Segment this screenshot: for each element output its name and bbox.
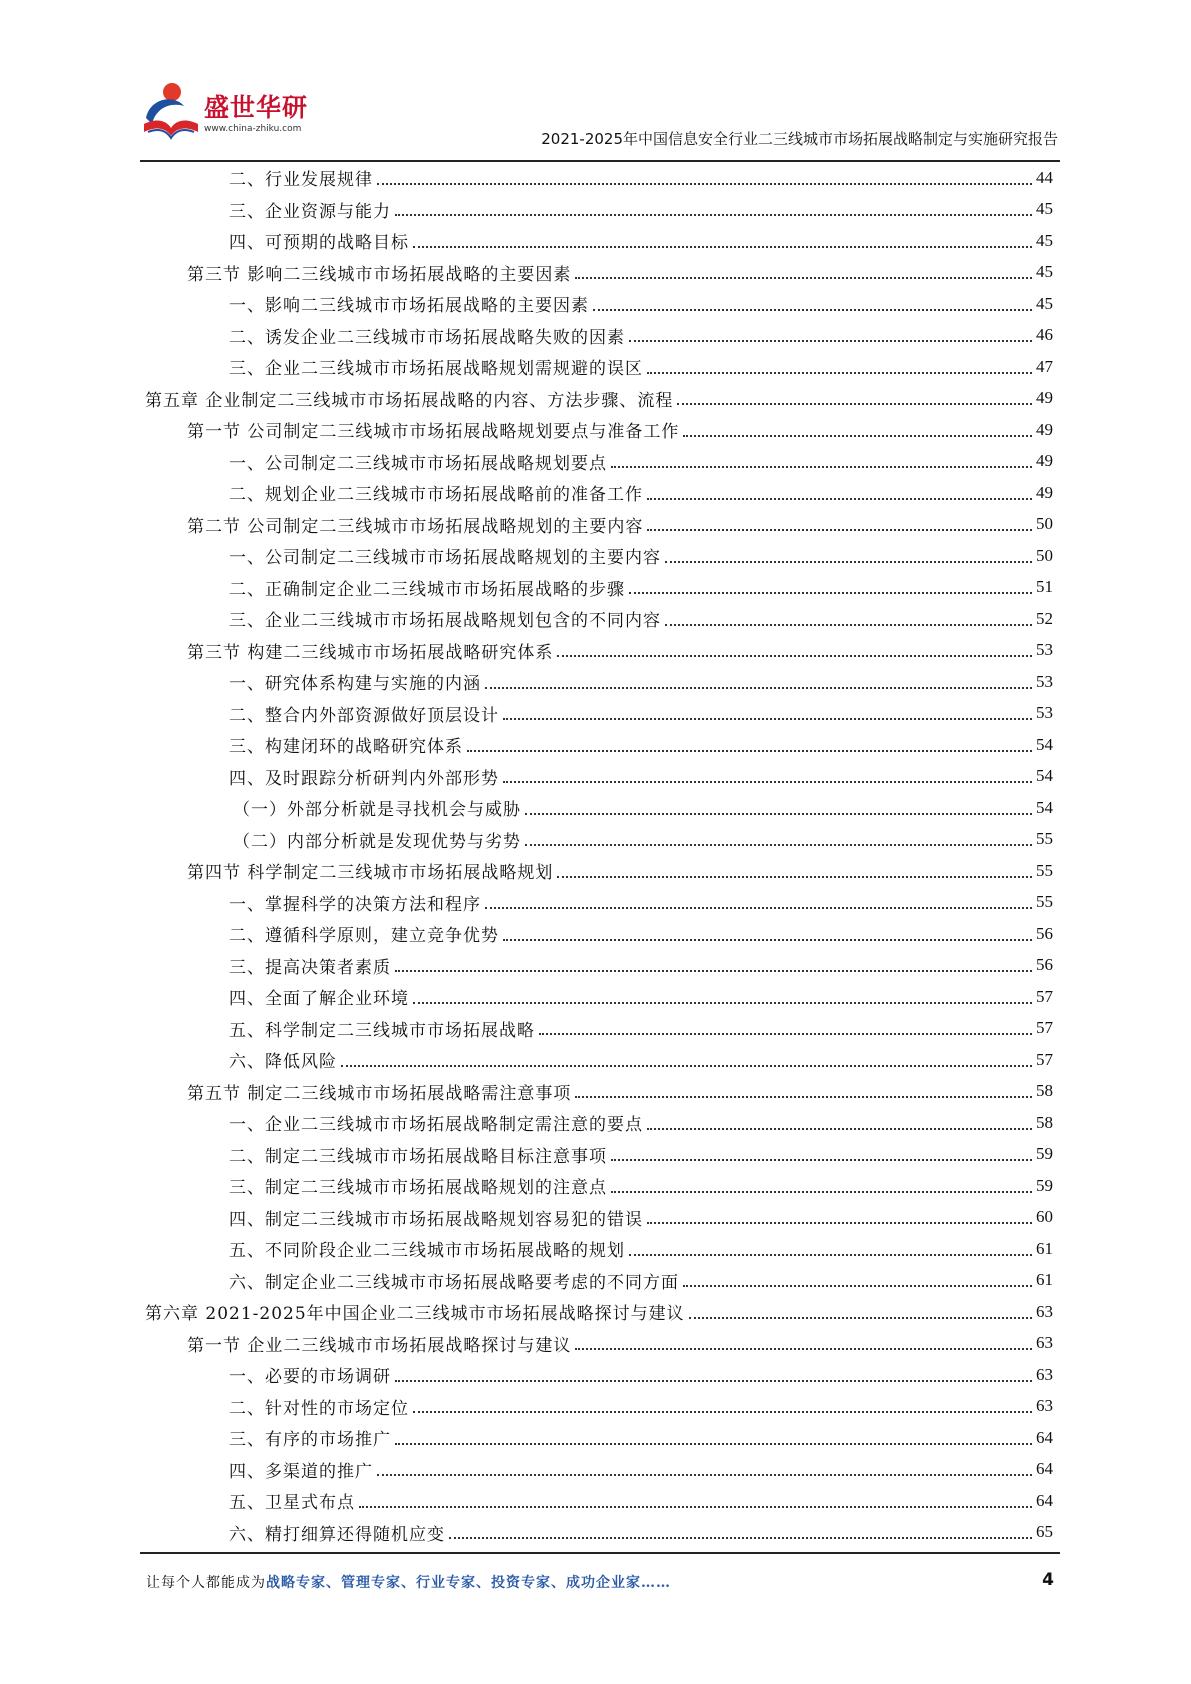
toc-dot-leader <box>525 844 1032 846</box>
toc-entry-title: 二、遵循科学原则，建立竞争优势 <box>229 926 499 947</box>
toc-entry[interactable] <box>145 446 1053 478</box>
toc-entry-title: 第一节 公司制定二三线城市市场拓展战略规划要点与准备工作 <box>187 422 680 443</box>
toc-entry-page: 45 <box>1036 262 1053 282</box>
toc-entry[interactable] <box>145 1391 1053 1423</box>
toc-dot-leader <box>665 624 1032 626</box>
toc-dot-leader <box>683 1285 1032 1287</box>
toc-dot-leader <box>647 529 1032 531</box>
toc-entry-page: 45 <box>1036 199 1053 219</box>
toc-entry-title: 二、正确制定企业二三线城市市场拓展战略的步骤 <box>229 579 625 600</box>
toc-entry[interactable] <box>145 1139 1053 1171</box>
toc-entry-page: 49 <box>1036 482 1053 502</box>
logo-book-icon <box>140 80 202 146</box>
toc-entry[interactable] <box>145 194 1053 226</box>
toc-entry-page: 61 <box>1036 1270 1053 1290</box>
toc-entry-title: 第五节 制定二三线城市市场拓展战略需注意事项 <box>187 1083 572 1104</box>
toc-dot-leader <box>575 1348 1032 1350</box>
toc-dot-leader <box>665 561 1032 563</box>
toc-entry-title: （二）内部分析就是发现优势与劣势 <box>233 831 521 852</box>
toc-entry[interactable] <box>145 1359 1053 1391</box>
toc-entry-page: 44 <box>1036 167 1053 187</box>
toc-dot-leader <box>503 939 1032 941</box>
toc-entry-page: 49 <box>1036 419 1053 439</box>
toc-entry-page: 51 <box>1036 577 1053 597</box>
toc-dot-leader <box>647 1128 1032 1130</box>
toc-dot-leader <box>449 1537 1032 1539</box>
toc-entry[interactable] <box>145 257 1053 289</box>
toc-entry[interactable] <box>145 950 1053 982</box>
toc-entry[interactable] <box>145 1485 1053 1517</box>
toc-dot-leader <box>611 466 1032 468</box>
toc-entry-page: 52 <box>1036 608 1053 628</box>
toc-dot-leader <box>377 183 1032 185</box>
toc-entry[interactable] <box>145 1454 1053 1486</box>
toc-entry[interactable] <box>145 509 1053 541</box>
toc-entry[interactable] <box>145 698 1053 730</box>
toc-entry[interactable] <box>145 603 1053 635</box>
toc-entry[interactable] <box>145 414 1053 446</box>
toc-entry-page: 64 <box>1036 1427 1053 1447</box>
toc-entry[interactable] <box>145 761 1053 793</box>
toc-entry[interactable] <box>145 1202 1053 1234</box>
toc-entry-page: 63 <box>1036 1364 1053 1384</box>
toc-entry-page: 49 <box>1036 388 1053 408</box>
toc-entry[interactable] <box>145 666 1053 698</box>
toc-entry-page: 58 <box>1036 1112 1053 1132</box>
company-logo <box>140 80 370 152</box>
toc-entry-page: 56 <box>1036 923 1053 943</box>
toc-entry[interactable] <box>145 918 1053 950</box>
toc-entry[interactable] <box>145 729 1053 761</box>
toc-entry[interactable] <box>145 1233 1053 1265</box>
toc-entry[interactable] <box>145 1044 1053 1076</box>
toc-entry-title: （一）外部分析就是寻找机会与威胁 <box>233 800 521 821</box>
toc-entry-title: 一、影响二三线城市市场拓展战略的主要因素 <box>229 296 589 317</box>
toc-dot-leader <box>539 1033 1032 1035</box>
toc-dot-leader <box>575 1096 1032 1098</box>
toc-dot-leader <box>413 1002 1032 1004</box>
toc-dot-leader <box>677 403 1032 405</box>
toc-entry[interactable] <box>145 1076 1053 1108</box>
toc-entry-title: 六、制定企业二三线城市市场拓展战略要考虑的不同方面 <box>229 1272 679 1293</box>
toc-entry[interactable] <box>145 572 1053 604</box>
toc-entry[interactable] <box>145 887 1053 919</box>
toc-entry[interactable] <box>145 225 1053 257</box>
toc-entry-title: 一、研究体系构建与实施的内涵 <box>229 674 481 695</box>
toc-entry-page: 53 <box>1036 703 1053 723</box>
toc-entry[interactable] <box>145 981 1053 1013</box>
toc-dot-leader <box>413 1411 1032 1413</box>
toc-entry-title: 一、公司制定二三线城市市场拓展战略规划要点 <box>229 453 607 474</box>
toc-entry-title: 五、科学制定二三线城市市场拓展战略 <box>229 1020 535 1041</box>
toc-dot-leader <box>341 1065 1032 1067</box>
toc-entry-page: 59 <box>1036 1175 1053 1195</box>
toc-entry-page: 53 <box>1036 671 1053 691</box>
toc-dot-leader <box>395 214 1032 216</box>
toc-entry-title: 一、公司制定二三线城市市场拓展战略规划的主要内容 <box>229 548 661 569</box>
toc-entry-page: 50 <box>1036 545 1053 565</box>
toc-entry-title: 第六章 2021-2025年中国企业二三线城市市场拓展战略探讨与建议 <box>145 1304 685 1325</box>
toc-entry-title: 二、针对性的市场定位 <box>229 1398 409 1419</box>
toc-entry-title: 三、企业二三线城市市场拓展战略规划需规避的误区 <box>229 359 643 380</box>
toc-entry-title: 五、不同阶段企业二三线城市市场拓展战略的规划 <box>229 1241 625 1262</box>
toc-entry-page: 63 <box>1036 1396 1053 1416</box>
toc-entry-title: 一、掌握科学的决策方法和程序 <box>229 894 481 915</box>
toc-dot-leader <box>395 1380 1032 1382</box>
toc-entry-page: 65 <box>1036 1522 1053 1542</box>
toc-entry-page: 46 <box>1036 325 1053 345</box>
toc-dot-leader <box>395 970 1032 972</box>
toc-entry[interactable] <box>145 1107 1053 1139</box>
toc-entry[interactable] <box>145 320 1053 352</box>
toc-entry-page: 55 <box>1036 892 1053 912</box>
toc-dot-leader <box>629 592 1032 594</box>
toc-entry-title: 第五章 企业制定二三线城市市场拓展战略的内容、方法步骤、流程 <box>145 390 674 411</box>
report-title: 2021-2025年中国信息安全行业二三线城市市场拓展战略制定与实施研究报告 <box>541 130 1058 148</box>
toc-entry[interactable] <box>145 540 1053 572</box>
footer-slogan-highlight: 战略专家、管理专家、行业专家、投资专家、成功企业家…… <box>266 1575 671 1591</box>
toc-entry-page: 47 <box>1036 356 1053 376</box>
toc-entry-page: 57 <box>1036 1018 1053 1038</box>
logo-brand-text: 盛世华研 <box>204 93 309 122</box>
toc-dot-leader <box>413 246 1032 248</box>
toc-entry-page: 49 <box>1036 451 1053 471</box>
toc-entry-title: 六、精打细算还得随机应变 <box>229 1524 445 1545</box>
toc-entry[interactable] <box>145 1265 1053 1297</box>
toc-entry-page: 61 <box>1036 1238 1053 1258</box>
toc-dot-leader <box>557 655 1032 657</box>
toc-entry-page: 57 <box>1036 1049 1053 1069</box>
toc-entry[interactable] <box>145 383 1053 415</box>
toc-entry-page: 56 <box>1036 955 1053 975</box>
toc-entry-page: 50 <box>1036 514 1053 534</box>
toc-entry-title: 第三节 构建二三线城市市场拓展战略研究体系 <box>187 642 554 663</box>
toc-entry[interactable] <box>145 792 1053 824</box>
toc-entry[interactable] <box>145 1013 1053 1045</box>
toc-entry-title: 第三节 影响二三线城市市场拓展战略的主要因素 <box>187 264 572 285</box>
table-of-contents <box>145 162 1053 1548</box>
toc-dot-leader <box>593 309 1032 311</box>
toc-entry-title: 三、构建闭环的战略研究体系 <box>229 737 463 758</box>
toc-entry-title: 第二节 公司制定二三线城市市场拓展战略规划的主要内容 <box>187 516 644 537</box>
toc-dot-leader <box>503 781 1032 783</box>
toc-entry[interactable] <box>145 1422 1053 1454</box>
page-header <box>140 80 1060 158</box>
toc-entry[interactable] <box>145 1517 1053 1549</box>
toc-entry-title: 四、多渠道的推广 <box>229 1461 373 1482</box>
toc-entry-title: 三、企业二三线城市市场拓展战略规划包含的不同内容 <box>229 611 661 632</box>
toc-dot-leader <box>629 340 1032 342</box>
toc-dot-leader <box>503 718 1032 720</box>
toc-entry-page: 45 <box>1036 230 1053 250</box>
toc-entry-page: 63 <box>1036 1301 1053 1321</box>
toc-entry-page: 53 <box>1036 640 1053 660</box>
toc-entry-page: 63 <box>1036 1333 1053 1353</box>
logo-url-text: www.china-zhiku.com <box>204 124 302 134</box>
toc-entry-title: 第一节 企业二三线城市市场拓展战略探讨与建议 <box>187 1335 572 1356</box>
toc-entry-title: 一、必要的市场调研 <box>229 1367 391 1388</box>
toc-entry-title: 三、制定二三线城市市场拓展战略规划的注意点 <box>229 1178 607 1199</box>
toc-entry-page: 55 <box>1036 829 1053 849</box>
toc-entry-page: 59 <box>1036 1144 1053 1164</box>
toc-entry[interactable] <box>145 1328 1053 1360</box>
toc-entry[interactable] <box>145 477 1053 509</box>
toc-entry-title: 一、企业二三线城市市场拓展战略制定需注意的要点 <box>229 1115 643 1136</box>
toc-dot-leader <box>647 372 1032 374</box>
toc-dot-leader <box>485 907 1032 909</box>
toc-entry-page: 54 <box>1036 766 1053 786</box>
toc-entry-page: 64 <box>1036 1459 1053 1479</box>
toc-entry-page: 55 <box>1036 860 1053 880</box>
toc-dot-leader <box>611 1191 1032 1193</box>
toc-entry[interactable] <box>145 855 1053 887</box>
toc-entry-page: 57 <box>1036 986 1053 1006</box>
toc-dot-leader <box>647 498 1032 500</box>
toc-entry[interactable] <box>145 1296 1053 1328</box>
toc-dot-leader <box>575 277 1032 279</box>
footer-divider <box>140 1552 1060 1554</box>
toc-entry-title: 二、制定二三线城市市场拓展战略目标注意事项 <box>229 1146 607 1167</box>
toc-entry-title: 三、企业资源与能力 <box>229 201 391 222</box>
toc-entry-page: 58 <box>1036 1081 1053 1101</box>
toc-entry-page: 60 <box>1036 1207 1053 1227</box>
toc-entry-title: 二、诱发企业二三线城市市场拓展战略失败的因素 <box>229 327 625 348</box>
toc-entry-title: 四、制定二三线城市市场拓展战略规划容易犯的错误 <box>229 1209 643 1230</box>
toc-entry-page: 45 <box>1036 293 1053 313</box>
toc-entry-title: 二、行业发展规律 <box>229 170 373 191</box>
toc-entry[interactable] <box>145 288 1053 320</box>
toc-entry[interactable] <box>145 351 1053 383</box>
toc-entry-title: 二、整合内外部资源做好顶层设计 <box>229 705 499 726</box>
toc-entry-title: 四、可预期的战略目标 <box>229 233 409 254</box>
toc-dot-leader <box>525 813 1032 815</box>
toc-entry-title: 四、及时跟踪分析研判内外部形势 <box>229 768 499 789</box>
toc-entry[interactable] <box>145 1170 1053 1202</box>
toc-entry[interactable] <box>145 824 1053 856</box>
footer-slogan-prefix: 让每个人都能成为 <box>146 1575 266 1591</box>
toc-entry-page: 64 <box>1036 1490 1053 1510</box>
page-number: 4 <box>1042 1570 1054 1590</box>
toc-entry-title: 三、提高决策者素质 <box>229 957 391 978</box>
toc-dot-leader <box>485 687 1032 689</box>
toc-entry-page: 54 <box>1036 734 1053 754</box>
toc-dot-leader <box>647 1222 1032 1224</box>
toc-entry-title: 二、规划企业二三线城市市场拓展战略前的准备工作 <box>229 485 643 506</box>
toc-dot-leader <box>467 750 1032 752</box>
toc-entry[interactable] <box>145 162 1053 194</box>
toc-dot-leader <box>377 1474 1032 1476</box>
toc-entry-title: 五、卫星式布点 <box>229 1493 355 1514</box>
toc-dot-leader <box>359 1506 1032 1508</box>
toc-entry-title: 六、降低风险 <box>229 1052 337 1073</box>
page-footer <box>146 1572 1054 1596</box>
toc-entry-title: 第四节 科学制定二三线城市市场拓展战略规划 <box>187 863 554 884</box>
toc-dot-leader <box>395 1443 1032 1445</box>
toc-entry-title: 四、全面了解企业环境 <box>229 989 409 1010</box>
toc-entry-title: 三、有序的市场推广 <box>229 1430 391 1451</box>
toc-dot-leader <box>689 1317 1032 1319</box>
toc-dot-leader <box>557 876 1032 878</box>
toc-dot-leader <box>629 1254 1032 1256</box>
toc-dot-leader <box>611 1159 1032 1161</box>
toc-entry-page: 54 <box>1036 797 1053 817</box>
toc-entry[interactable] <box>145 635 1053 667</box>
toc-dot-leader <box>683 435 1032 437</box>
